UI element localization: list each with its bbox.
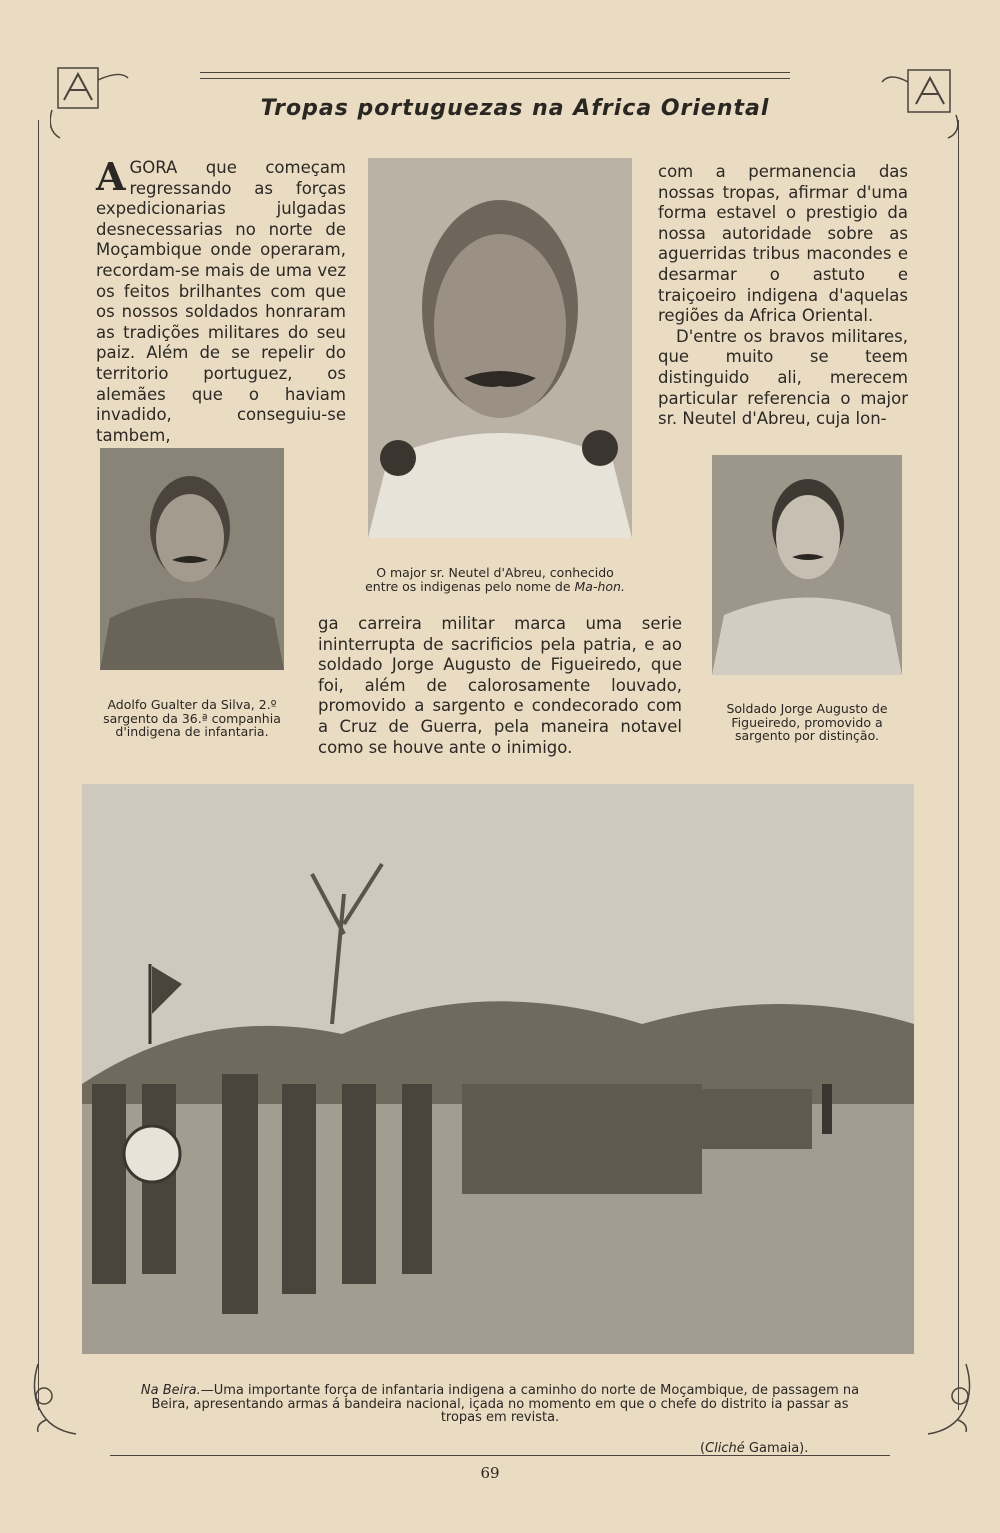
caption-major-text: O major sr. Neutel d'Abreu, conhecido entre os indigenas pelo nome de <box>365 565 614 594</box>
article-text-right-1: com a permanencia das nossas tropas, afirmar d'uma forma estavel o prestigio da nossa autoridade sobre as aguerridas tribus macondes e desarmar o astuto e traiçoeiro indigena d'aquelas regiões da Africa Oriental. <box>658 162 908 326</box>
frame-top-border-inner <box>200 78 790 79</box>
caption-beira-place: Na Beira. <box>140 1383 201 1398</box>
article-text-right-2: D'entre os bravos militares, que muito se teem distinguido ali, merecem particular referencia o major sr. Neutel d'Abreu, cuja lon- <box>658 326 908 429</box>
ornament-bottom-right <box>898 1360 978 1440</box>
caption-troops-beira <box>140 1384 860 1425</box>
page-title: Tropas portuguezas na Africa Oriental <box>260 96 770 121</box>
frame-left-border <box>38 120 39 1410</box>
page-number: 69 <box>480 1464 500 1482</box>
credit-cliche: Cliché <box>705 1441 745 1456</box>
frame-top-border <box>200 72 790 73</box>
caption-jorge-augusto: Soldado Jorge Augusto de Figueiredo, promovido a sargento por distinção. <box>726 701 888 743</box>
caption-major-nickname: Ma-hon. <box>574 578 625 594</box>
portrait-major-neutel-dabreu <box>368 158 632 538</box>
article-text-left: GORA que começam regressando as forças expedicionarias julgadas desnecessarias no norte de Moçambique onde operaram, recordam-se mais de uma vez os feitos brilhantes com que os nossos soldados honraram as tradições militares do seu paiz. Além de se repelir do territorio portuguez, os alemães que o haviam invadido, conseguiu-se tambem, <box>96 158 346 445</box>
article-text-middle: ga carreira militar marca uma serie ininterrupta de sacrificios pela patria, e ao soldado Jorge Augusto de Figueiredo, que foi, além de calorosamente louvado, promovido a sargento e condecorado com a Cruz de Guerra, pela maneira notavel como se houve ante o inimigo. <box>318 614 682 757</box>
ornament-top-left <box>50 60 130 140</box>
portrait-adolfo-gualter <box>100 448 284 670</box>
article-middle-column <box>318 614 682 758</box>
portrait-jorge-augusto <box>712 455 902 675</box>
ornament-bottom-left <box>26 1360 106 1440</box>
caption-major-portrait <box>360 566 630 593</box>
frame-right-border <box>958 120 959 1410</box>
caption-adolfo-gualter: Adolfo Gualter da Silva, 2.º sargento da 36.ª companhia d'indigena de infantaria. <box>103 697 281 739</box>
article-left-column <box>96 154 346 446</box>
photo-credit: (Cliché Gamaia). <box>700 1441 809 1456</box>
ornament-top-right <box>880 60 960 140</box>
photo-troops-in-beira <box>82 784 914 1354</box>
drop-cap: A <box>96 154 126 199</box>
article-right-column <box>658 162 908 430</box>
caption-beira-text: —Uma importante força de infantaria indigena a caminho do norte de Moçambique, de passagem na Beira, apresentando armas á bandeira nacional, içada no momento em que o chefe do distrito ia passar as tropas em revista. <box>151 1383 860 1425</box>
credit-name: Gamaia <box>748 1441 800 1456</box>
